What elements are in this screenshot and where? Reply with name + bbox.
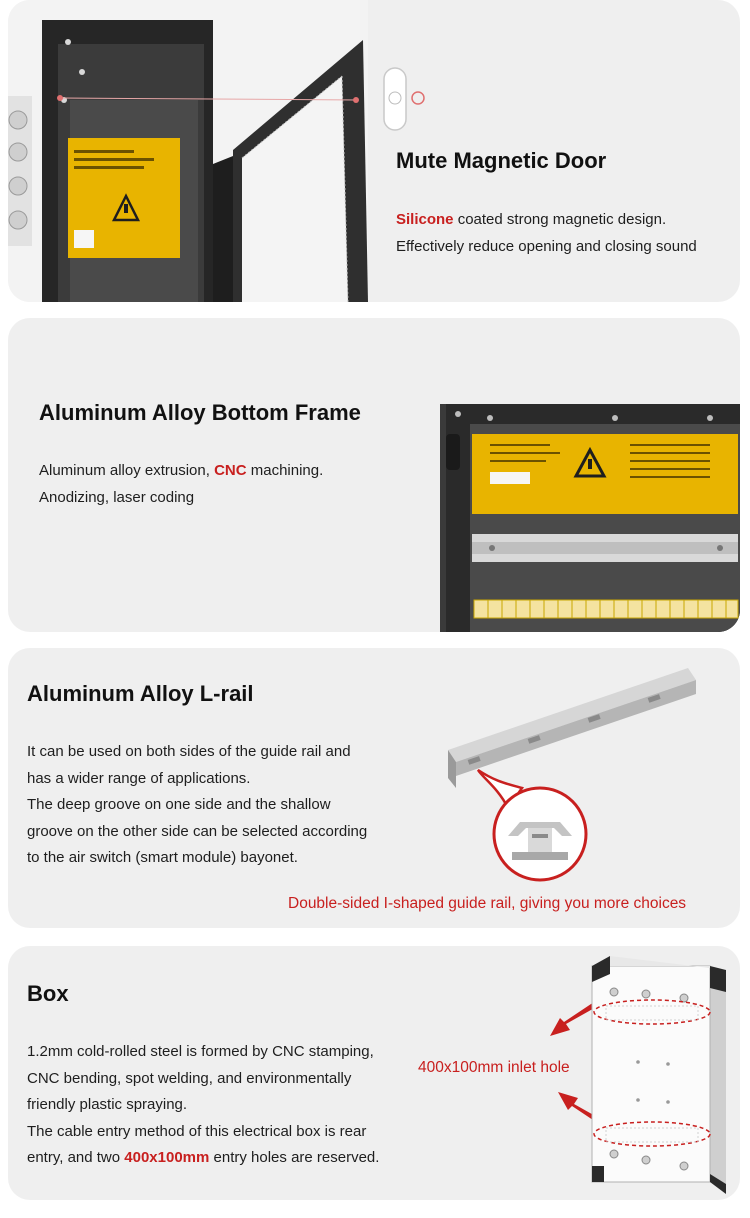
- description-text: entry holes are reserved.: [209, 1149, 380, 1166]
- section-description: [27, 1039, 379, 1172]
- section-title: Box: [27, 981, 69, 1006]
- electrical-box-illustration: [548, 952, 738, 1198]
- section-title: Aluminum Alloy Bottom Frame: [39, 400, 361, 425]
- magnetic-door-illustration: [8, 0, 368, 302]
- feature-card-bottom-frame: [8, 318, 740, 632]
- feature-card-l-rail: [8, 648, 740, 928]
- description-text: coated strong magnetic design.: [453, 211, 667, 228]
- description-text: to the air switch (smart module) bayonet.: [27, 849, 298, 866]
- description-text: Effectively reduce opening and closing sound: [396, 237, 697, 255]
- highlight-text: Silicone: [396, 211, 454, 228]
- description-text: The cable entry method of this electrical box is rear: [27, 1122, 367, 1140]
- feature-card-box: [8, 946, 740, 1200]
- bottom-frame-illustration: [440, 404, 740, 632]
- description-text: has a wider range of applications.: [27, 769, 251, 787]
- description-text: machining.: [246, 462, 324, 479]
- description-text: groove on the other side can be selected according: [27, 822, 368, 840]
- description-text: The deep groove on one side and the shallow: [27, 796, 331, 813]
- section-description: [396, 207, 697, 260]
- description-text: 1.2mm cold-rolled steel is formed by CNC stamping,: [27, 1043, 374, 1060]
- description-text: friendly plastic spraying.: [27, 1096, 188, 1113]
- description-text: Anodizing, laser coding: [39, 488, 195, 506]
- magnet-latch-icon: [380, 64, 440, 140]
- inlet-hole-label: 400x100mm inlet hole: [418, 1059, 570, 1076]
- section-title: Aluminum Alloy L-rail: [27, 681, 254, 706]
- description-text: entry, and two: [27, 1149, 125, 1166]
- description-text: CNC bending, spot welding, and environmentally: [27, 1069, 352, 1087]
- feature-card-magnetic-door: [8, 0, 740, 302]
- section-description: [27, 739, 367, 872]
- description-text: It can be used on both sides of the guide rail and: [27, 743, 351, 760]
- section-title: Mute Magnetic Door: [396, 148, 607, 173]
- l-rail-illustration: [438, 658, 728, 898]
- section-description: [39, 458, 323, 511]
- description-text: Aluminum alloy extrusion,: [39, 462, 215, 479]
- highlight-text: CNC: [214, 462, 247, 479]
- highlight-text: 400x100mm: [124, 1149, 210, 1166]
- rail-caption: Double-sided I-shaped guide rail, giving you more choices: [288, 895, 687, 912]
